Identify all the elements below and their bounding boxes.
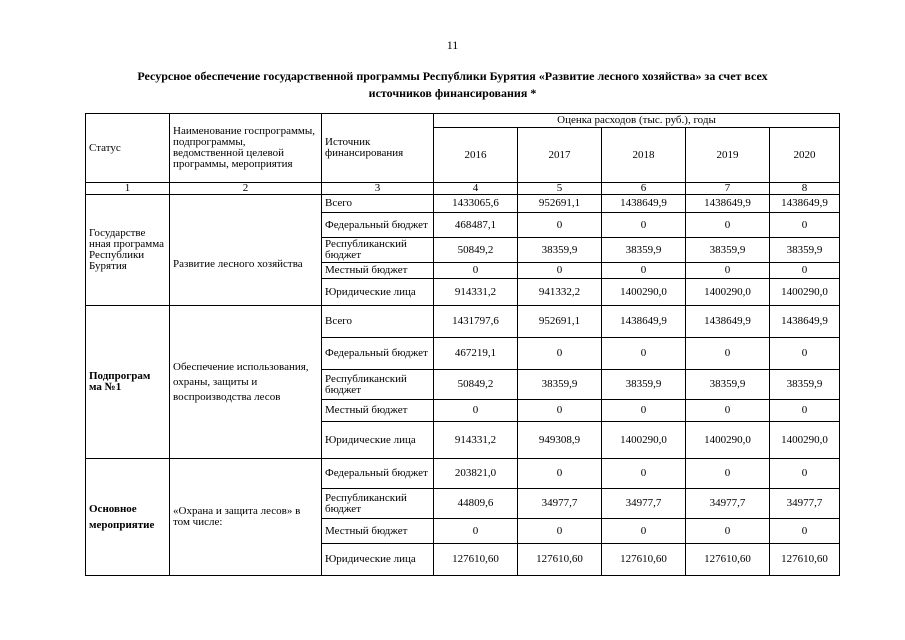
column-index: 5 — [518, 183, 602, 195]
title-line-2: источников финансирования * — [368, 86, 537, 100]
value-cell: 50849,2 — [434, 370, 518, 400]
header-year: 2016 — [434, 128, 518, 183]
value-cell: 38359,9 — [770, 370, 840, 400]
value-cell: 1438649,9 — [770, 306, 840, 338]
value-cell: 1400290,0 — [602, 279, 686, 306]
value-cell: 127610,60 — [602, 544, 686, 576]
header-year: 2018 — [602, 128, 686, 183]
source-cell: Всего — [322, 306, 434, 338]
value-cell: 0 — [602, 519, 686, 544]
value-cell: 952691,1 — [518, 306, 602, 338]
title-line-1: Ресурсное обеспечение государственной программы Республики Бурятия «Развитие лесного хозяйства» за счет всех — [137, 69, 768, 83]
header-year: 2019 — [686, 128, 770, 183]
value-cell: 1400290,0 — [770, 422, 840, 459]
source-cell: Федеральный бюджет — [322, 459, 434, 489]
value-cell: 34977,7 — [602, 489, 686, 519]
source-cell: Федеральный бюджет — [322, 213, 434, 238]
name-cell: «Охрана и защита лесов» в том числе: — [170, 459, 322, 576]
table-row — [86, 306, 840, 338]
value-cell: 34977,7 — [518, 489, 602, 519]
source-cell: Республиканский бюджет — [322, 370, 434, 400]
value-cell: 914331,2 — [434, 279, 518, 306]
value-cell: 0 — [686, 459, 770, 489]
value-cell: 127610,60 — [518, 544, 602, 576]
value-cell: 38359,9 — [518, 238, 602, 263]
status-cell: Подпрограм ма №1 — [86, 306, 170, 459]
value-cell: 914331,2 — [434, 422, 518, 459]
value-cell: 941332,2 — [518, 279, 602, 306]
value-cell: 0 — [686, 263, 770, 279]
table-row — [86, 195, 840, 213]
value-cell: 38359,9 — [602, 238, 686, 263]
value-cell: 0 — [434, 400, 518, 422]
value-cell: 38359,9 — [518, 370, 602, 400]
value-cell: 0 — [602, 263, 686, 279]
page-number: 11 — [446, 38, 459, 52]
value-cell: 467219,1 — [434, 338, 518, 370]
value-cell: 1438649,9 — [686, 195, 770, 213]
value-cell: 0 — [518, 213, 602, 238]
column-index: 6 — [602, 183, 686, 195]
table-row — [86, 459, 840, 489]
value-cell: 38359,9 — [770, 238, 840, 263]
value-cell: 1438649,9 — [602, 306, 686, 338]
column-index: 8 — [770, 183, 840, 195]
value-cell: 0 — [602, 338, 686, 370]
status-cell: Государстве нная программа Республики Бурятия — [86, 195, 170, 306]
budget-table — [85, 113, 840, 576]
header-estimate: Оценка расходов (тыс. руб.), годы — [434, 114, 840, 128]
value-cell: 38359,9 — [686, 238, 770, 263]
value-cell: 1438649,9 — [686, 306, 770, 338]
source-cell: Республиканский бюджет — [322, 489, 434, 519]
value-cell: 0 — [602, 213, 686, 238]
value-cell: 1400290,0 — [770, 279, 840, 306]
header-source: Источник финансирования — [322, 114, 434, 183]
header-name: Наименование госпрограммы, подпрограммы, ведомственной целевой программы, мероприятия — [170, 114, 322, 183]
source-cell: Местный бюджет — [322, 519, 434, 544]
value-cell: 0 — [770, 338, 840, 370]
value-cell: 0 — [770, 519, 840, 544]
value-cell: 38359,9 — [602, 370, 686, 400]
value-cell: 0 — [518, 400, 602, 422]
source-cell: Юридические лица — [322, 422, 434, 459]
value-cell: 0 — [686, 519, 770, 544]
column-index: 7 — [686, 183, 770, 195]
value-cell: 0 — [770, 459, 840, 489]
value-cell: 0 — [770, 400, 840, 422]
value-cell: 1438649,9 — [770, 195, 840, 213]
value-cell: 0 — [602, 459, 686, 489]
value-cell: 949308,9 — [518, 422, 602, 459]
value-cell: 38359,9 — [686, 370, 770, 400]
value-cell: 952691,1 — [518, 195, 602, 213]
value-cell: 1400290,0 — [602, 422, 686, 459]
value-cell: 44809,6 — [434, 489, 518, 519]
value-cell: 50849,2 — [434, 238, 518, 263]
value-cell: 127610,60 — [686, 544, 770, 576]
header-year: 2020 — [770, 128, 840, 183]
name-cell: Развитие лесного хозяйства — [170, 195, 322, 306]
value-cell: 1400290,0 — [686, 279, 770, 306]
source-cell: Всего — [322, 195, 434, 213]
value-cell: 0 — [518, 459, 602, 489]
value-cell: 468487,1 — [434, 213, 518, 238]
status-cell: Основное мероприятие — [86, 459, 170, 576]
value-cell: 0 — [434, 263, 518, 279]
value-cell: 0 — [434, 519, 518, 544]
value-cell: 0 — [518, 519, 602, 544]
value-cell: 0 — [686, 400, 770, 422]
name-cell: Обеспечение использования, охраны, защиты и воспроизводства лесов — [170, 306, 322, 459]
value-cell: 0 — [686, 213, 770, 238]
value-cell: 127610,60 — [770, 544, 840, 576]
header-status: Статус — [86, 114, 170, 183]
value-cell: 203821,0 — [434, 459, 518, 489]
value-cell: 0 — [770, 213, 840, 238]
source-cell: Местный бюджет — [322, 400, 434, 422]
document-title — [100, 68, 805, 102]
source-cell: Федеральный бюджет — [322, 338, 434, 370]
column-index: 1 — [86, 183, 170, 195]
source-cell: Местный бюджет — [322, 263, 434, 279]
column-index: 3 — [322, 183, 434, 195]
value-cell: 0 — [770, 263, 840, 279]
value-cell: 1438649,9 — [602, 195, 686, 213]
value-cell: 0 — [602, 400, 686, 422]
value-cell: 34977,7 — [686, 489, 770, 519]
column-index: 2 — [170, 183, 322, 195]
value-cell: 0 — [686, 338, 770, 370]
value-cell: 34977,7 — [770, 489, 840, 519]
source-cell: Республиканский бюджет — [322, 238, 434, 263]
value-cell: 1433065,6 — [434, 195, 518, 213]
header-year: 2017 — [518, 128, 602, 183]
value-cell: 1431797,6 — [434, 306, 518, 338]
value-cell: 0 — [518, 263, 602, 279]
value-cell: 127610,60 — [434, 544, 518, 576]
column-index: 4 — [434, 183, 518, 195]
value-cell: 0 — [518, 338, 602, 370]
value-cell: 1400290,0 — [686, 422, 770, 459]
source-cell: Юридические лица — [322, 544, 434, 576]
source-cell: Юридические лица — [322, 279, 434, 306]
